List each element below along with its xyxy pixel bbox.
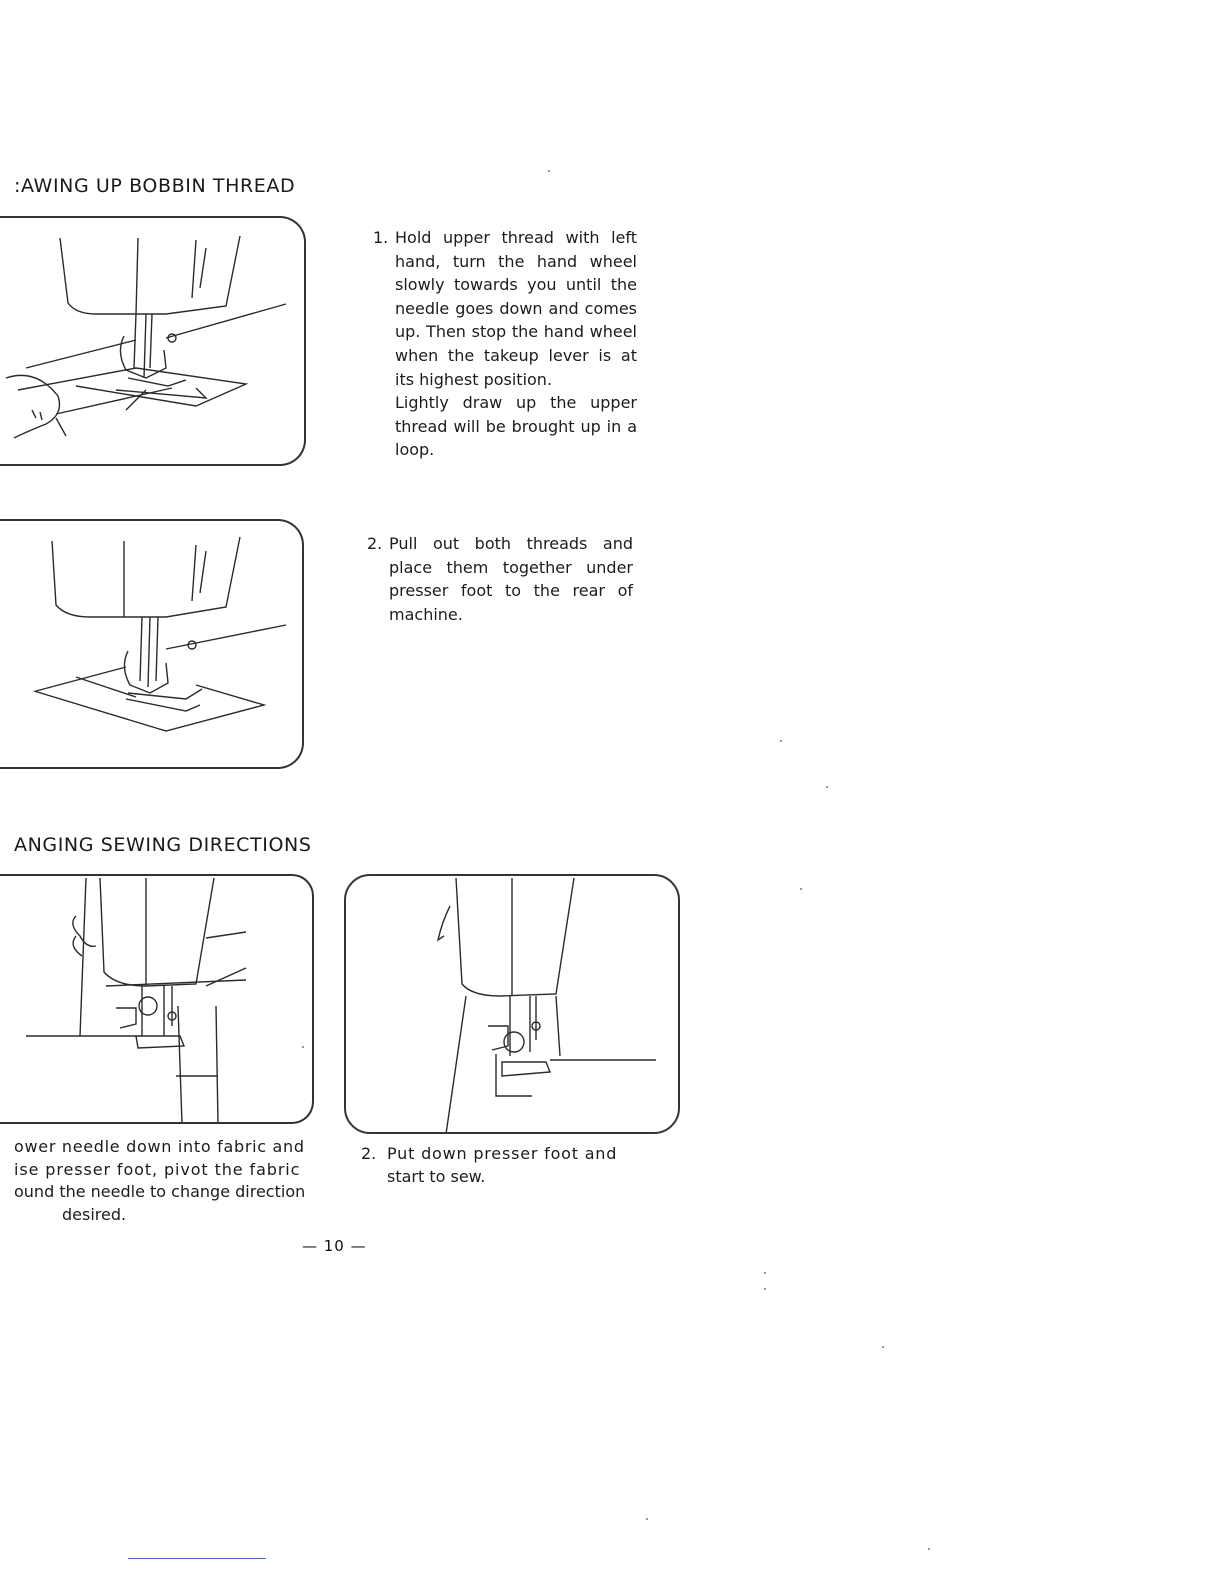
page-number: — 10 — [302,1237,367,1255]
section-heading-drawing-up-bobbin-thread: :AWING UP BOBBIN THREAD [14,175,296,197]
sewing-machine-presser-foot-threads-icon [0,521,304,769]
scan-speck [548,170,550,172]
step-text: Hold upper thread with left hand, turn the hand wheel slowly towards you until the needle goes down and comes up. Then stop the hand wheel when the takeup lever is at its highest position. [395,228,637,389]
section-heading-changing-sewing-directions: ANGING SEWING DIRECTIONS [14,834,312,856]
caption-put-down-presser-foot [361,1143,641,1188]
step-text: Pull out both threads and place them together under presser foot to the rear of machine. [389,534,633,624]
sewing-machine-needle-hand-drawing-thread-icon [0,218,306,466]
illustration-frame-2 [0,519,304,769]
caption-line: ise presser foot, pivot the fabric [14,1159,301,1179]
scan-speck [882,1346,884,1348]
presser-foot-down-sewing-icon [346,876,680,1134]
illustration-frame-4 [344,874,680,1134]
instruction-step-2 [367,532,633,626]
scan-speck [764,1288,766,1290]
step-text: Lightly draw up the upper thread will be brought up in a loop. [395,393,637,460]
scan-speck [646,1518,648,1520]
step-number: 2. [367,534,383,553]
scan-speck [928,1548,930,1550]
caption-line: ound the needle to change direction [14,1182,306,1201]
step-number: 2. [361,1144,377,1163]
scan-speck [800,888,802,890]
instruction-step-1 [373,226,637,462]
scan-speck [764,1272,766,1274]
step-number: 1. [373,228,389,247]
caption-line: ower needle down into fabric and [14,1137,305,1156]
caption-line: desired. [62,1204,127,1224]
scan-artifact-line [128,1558,266,1559]
needle-lowered-into-fabric-icon [0,876,314,1124]
scan-speck [780,740,782,742]
illustration-frame-1 [0,216,306,466]
caption-lower-needle [14,1136,314,1226]
illustration-frame-3 [0,874,314,1124]
caption-line: Put down presser foot and [387,1144,618,1163]
scan-speck [302,1046,304,1048]
scan-speck [826,786,828,788]
caption-line: start to sew. [387,1166,486,1186]
